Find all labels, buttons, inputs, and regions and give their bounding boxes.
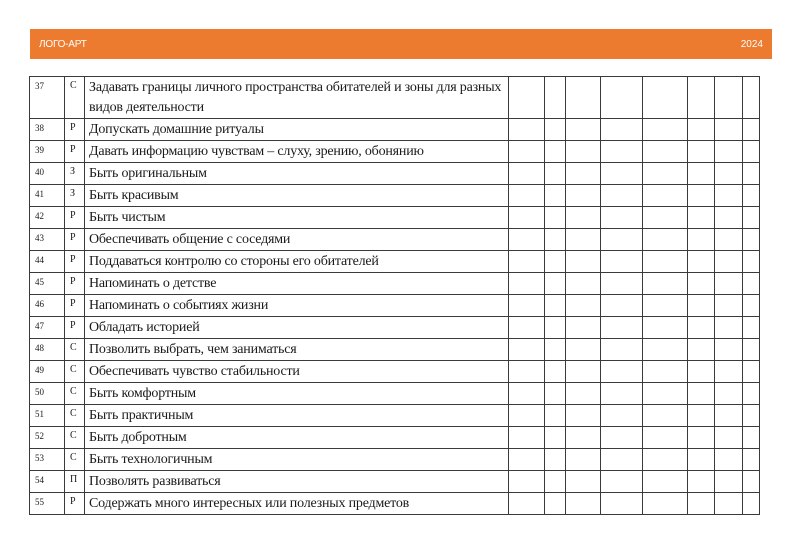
rating-cell[interactable] — [545, 449, 566, 471]
row-statement: Быть добротным — [85, 427, 509, 449]
rating-cell[interactable] — [601, 251, 643, 273]
rating-cell[interactable] — [688, 185, 715, 207]
rating-cell[interactable] — [545, 405, 566, 427]
rating-cell[interactable] — [715, 295, 743, 317]
rating-cell[interactable] — [643, 471, 688, 493]
table-row — [30, 141, 760, 163]
rating-cell[interactable] — [601, 493, 643, 515]
row-statement: Напоминать о детстве — [85, 273, 509, 295]
rating-cell[interactable] — [566, 449, 601, 471]
rating-cell[interactable] — [688, 317, 715, 339]
rating-cell[interactable] — [688, 119, 715, 141]
rating-cell[interactable] — [743, 449, 760, 471]
rating-cell[interactable] — [545, 77, 566, 119]
rating-cell[interactable] — [601, 383, 643, 405]
rating-cell[interactable] — [509, 383, 545, 405]
rating-cell[interactable] — [545, 185, 566, 207]
row-category-code: С — [65, 405, 85, 427]
row-number: 53 — [30, 449, 65, 471]
row-category-code: Р — [65, 273, 85, 295]
rating-cell[interactable] — [643, 207, 688, 229]
rating-cell[interactable] — [743, 119, 760, 141]
rating-cell[interactable] — [643, 339, 688, 361]
rating-cell[interactable] — [566, 361, 601, 383]
rating-cell[interactable] — [509, 251, 545, 273]
table-row — [30, 229, 760, 251]
rating-cell[interactable] — [601, 185, 643, 207]
table-row — [30, 77, 760, 119]
row-statement: Давать информацию чувствам – слуху, зрению, обонянию — [85, 141, 509, 163]
row-statement: Быть технологичным — [85, 449, 509, 471]
rating-cell[interactable] — [545, 207, 566, 229]
rating-cell[interactable] — [743, 77, 760, 119]
rating-cell[interactable] — [566, 471, 601, 493]
row-statement: Быть красивым — [85, 185, 509, 207]
row-category-code: Р — [65, 317, 85, 339]
rating-cell[interactable] — [545, 163, 566, 185]
rating-cell[interactable] — [688, 427, 715, 449]
rating-cell[interactable] — [509, 449, 545, 471]
row-category-code: С — [65, 383, 85, 405]
rating-cell[interactable] — [643, 229, 688, 251]
row-number: 47 — [30, 317, 65, 339]
row-category-code: Р — [65, 493, 85, 515]
table-row — [30, 383, 760, 405]
rating-cell[interactable] — [566, 77, 601, 119]
rating-cell[interactable] — [509, 317, 545, 339]
rating-cell[interactable] — [566, 163, 601, 185]
row-number: 42 — [30, 207, 65, 229]
row-category-code: Р — [65, 295, 85, 317]
row-number: 38 — [30, 119, 65, 141]
rating-cell[interactable] — [545, 383, 566, 405]
rating-cell[interactable] — [509, 207, 545, 229]
rating-cell[interactable] — [509, 185, 545, 207]
row-category-code: З — [65, 185, 85, 207]
row-statement: Обеспечивать общение с соседями — [85, 229, 509, 251]
rating-cell[interactable] — [566, 119, 601, 141]
rating-cell[interactable] — [643, 449, 688, 471]
rating-cell[interactable] — [715, 361, 743, 383]
rating-cell[interactable] — [509, 427, 545, 449]
rating-cell[interactable] — [601, 163, 643, 185]
rating-cell[interactable] — [509, 163, 545, 185]
row-statement: Поддаваться контролю со стороны его обитателей — [85, 251, 509, 273]
rating-cell[interactable] — [643, 273, 688, 295]
row-number: 51 — [30, 405, 65, 427]
rating-cell[interactable] — [566, 185, 601, 207]
rating-cell[interactable] — [743, 339, 760, 361]
rating-cell[interactable] — [601, 141, 643, 163]
rating-cell[interactable] — [688, 471, 715, 493]
questionnaire-table — [29, 76, 760, 515]
rating-cell[interactable] — [509, 493, 545, 515]
rating-cell[interactable] — [509, 229, 545, 251]
rating-cell[interactable] — [715, 119, 743, 141]
row-number: 41 — [30, 185, 65, 207]
row-statement: Допускать домашние ритуалы — [85, 119, 509, 141]
rating-cell[interactable] — [566, 295, 601, 317]
row-number: 48 — [30, 339, 65, 361]
rating-cell[interactable] — [601, 427, 643, 449]
row-number: 52 — [30, 427, 65, 449]
brand-label: ЛОГО-АРТ — [39, 39, 87, 50]
rating-cell[interactable] — [715, 493, 743, 515]
rating-cell[interactable] — [643, 141, 688, 163]
rating-cell[interactable] — [601, 471, 643, 493]
rating-cell[interactable] — [688, 361, 715, 383]
rating-cell[interactable] — [743, 383, 760, 405]
table-row — [30, 493, 760, 515]
rating-cell[interactable] — [601, 295, 643, 317]
rating-cell[interactable] — [601, 77, 643, 119]
row-statement: Позволять развиваться — [85, 471, 509, 493]
row-category-code: С — [65, 77, 85, 119]
rating-cell[interactable] — [509, 295, 545, 317]
row-number: 55 — [30, 493, 65, 515]
rating-cell[interactable] — [643, 405, 688, 427]
table-row — [30, 471, 760, 493]
rating-cell[interactable] — [688, 207, 715, 229]
rating-cell[interactable] — [601, 229, 643, 251]
rating-cell[interactable] — [715, 229, 743, 251]
table-row — [30, 295, 760, 317]
rating-cell[interactable] — [566, 339, 601, 361]
table-body — [30, 77, 760, 515]
rating-cell[interactable] — [715, 207, 743, 229]
rating-cell[interactable] — [545, 493, 566, 515]
rating-cell[interactable] — [715, 273, 743, 295]
rating-cell[interactable] — [566, 317, 601, 339]
row-category-code: С — [65, 339, 85, 361]
rating-cell[interactable] — [601, 405, 643, 427]
rating-cell[interactable] — [743, 427, 760, 449]
rating-cell[interactable] — [566, 141, 601, 163]
rating-cell[interactable] — [715, 427, 743, 449]
rating-cell[interactable] — [743, 317, 760, 339]
rating-cell[interactable] — [566, 493, 601, 515]
row-number: 43 — [30, 229, 65, 251]
table-row — [30, 251, 760, 273]
table-row — [30, 185, 760, 207]
rating-cell[interactable] — [715, 317, 743, 339]
rating-cell[interactable] — [688, 493, 715, 515]
row-number: 39 — [30, 141, 65, 163]
rating-cell[interactable] — [509, 119, 545, 141]
rating-cell[interactable] — [688, 273, 715, 295]
table-row — [30, 449, 760, 471]
rating-cell[interactable] — [715, 251, 743, 273]
rating-cell[interactable] — [688, 295, 715, 317]
rating-cell[interactable] — [509, 405, 545, 427]
rating-cell[interactable] — [643, 77, 688, 119]
row-number: 49 — [30, 361, 65, 383]
row-category-code: П — [65, 471, 85, 493]
rating-cell[interactable] — [566, 405, 601, 427]
rating-cell[interactable] — [715, 141, 743, 163]
table-row — [30, 119, 760, 141]
rating-cell[interactable] — [715, 163, 743, 185]
row-number: 44 — [30, 251, 65, 273]
rating-cell[interactable] — [545, 339, 566, 361]
row-statement: Быть комфортным — [85, 383, 509, 405]
row-category-code: Р — [65, 251, 85, 273]
rating-cell[interactable] — [566, 427, 601, 449]
rating-cell[interactable] — [743, 251, 760, 273]
rating-cell[interactable] — [743, 185, 760, 207]
rating-cell[interactable] — [566, 207, 601, 229]
rating-cell[interactable] — [643, 383, 688, 405]
rating-cell[interactable] — [601, 361, 643, 383]
table-row — [30, 339, 760, 361]
rating-cell[interactable] — [601, 119, 643, 141]
row-number: 37 — [30, 77, 65, 119]
rating-cell[interactable] — [743, 229, 760, 251]
rating-cell[interactable] — [643, 317, 688, 339]
rating-cell[interactable] — [688, 163, 715, 185]
rating-cell[interactable] — [545, 273, 566, 295]
row-statement: Быть практичным — [85, 405, 509, 427]
rating-cell[interactable] — [688, 77, 715, 119]
rating-cell[interactable] — [509, 141, 545, 163]
row-statement: Быть оригинальным — [85, 163, 509, 185]
row-statement: Обеспечивать чувство стабильности — [85, 361, 509, 383]
rating-cell[interactable] — [715, 185, 743, 207]
row-number: 46 — [30, 295, 65, 317]
rating-cell[interactable] — [743, 141, 760, 163]
row-statement: Позволить выбрать, чем заниматься — [85, 339, 509, 361]
rating-cell[interactable] — [545, 427, 566, 449]
rating-cell[interactable] — [688, 141, 715, 163]
rating-cell[interactable] — [566, 229, 601, 251]
rating-cell[interactable] — [743, 471, 760, 493]
row-category-code: С — [65, 427, 85, 449]
rating-cell[interactable] — [643, 163, 688, 185]
rating-cell[interactable] — [545, 295, 566, 317]
rating-cell[interactable] — [643, 119, 688, 141]
row-statement: Обладать историей — [85, 317, 509, 339]
rating-cell[interactable] — [601, 207, 643, 229]
rating-cell[interactable] — [743, 361, 760, 383]
rating-cell[interactable] — [509, 339, 545, 361]
row-category-code: Р — [65, 119, 85, 141]
rating-cell[interactable] — [509, 471, 545, 493]
rating-cell[interactable] — [643, 361, 688, 383]
rating-cell[interactable] — [601, 273, 643, 295]
row-number: 45 — [30, 273, 65, 295]
row-number: 40 — [30, 163, 65, 185]
rating-cell[interactable] — [545, 119, 566, 141]
rating-cell[interactable] — [545, 229, 566, 251]
rating-cell[interactable] — [601, 317, 643, 339]
rating-cell[interactable] — [715, 77, 743, 119]
rating-cell[interactable] — [743, 295, 760, 317]
table-row — [30, 317, 760, 339]
rating-cell[interactable] — [545, 251, 566, 273]
table-row — [30, 207, 760, 229]
rating-cell[interactable] — [688, 405, 715, 427]
row-statement: Быть чистым — [85, 207, 509, 229]
rating-cell[interactable] — [601, 449, 643, 471]
row-number: 54 — [30, 471, 65, 493]
rating-cell[interactable] — [743, 163, 760, 185]
rating-cell[interactable] — [545, 361, 566, 383]
rating-cell[interactable] — [743, 273, 760, 295]
rating-cell[interactable] — [509, 361, 545, 383]
rating-cell[interactable] — [509, 77, 545, 119]
row-category-code: С — [65, 361, 85, 383]
rating-cell[interactable] — [688, 251, 715, 273]
row-statement: Задавать границы личного пространства обитателей и зоны для разных видов деятельности — [85, 77, 509, 119]
table-row — [30, 427, 760, 449]
row-category-code: З — [65, 163, 85, 185]
rating-cell[interactable] — [743, 207, 760, 229]
table-row — [30, 163, 760, 185]
row-number: 50 — [30, 383, 65, 405]
header-bar — [30, 29, 772, 59]
row-category-code: Р — [65, 141, 85, 163]
rating-cell[interactable] — [643, 185, 688, 207]
table-row — [30, 405, 760, 427]
table-row — [30, 273, 760, 295]
row-statement: Содержать много интересных или полезных предметов — [85, 493, 509, 515]
rating-cell[interactable] — [715, 405, 743, 427]
rating-cell[interactable] — [545, 141, 566, 163]
rating-cell[interactable] — [566, 383, 601, 405]
rating-cell[interactable] — [715, 339, 743, 361]
rating-cell[interactable] — [688, 449, 715, 471]
rating-cell[interactable] — [643, 251, 688, 273]
table-row — [30, 361, 760, 383]
rating-cell[interactable] — [566, 251, 601, 273]
rating-cell[interactable] — [715, 383, 743, 405]
rating-cell[interactable] — [566, 273, 601, 295]
rating-cell[interactable] — [509, 273, 545, 295]
rating-cell[interactable] — [743, 493, 760, 515]
rating-cell[interactable] — [688, 383, 715, 405]
year-label: 2024 — [740, 39, 763, 50]
row-statement: Напоминать о событиях жизни — [85, 295, 509, 317]
rating-cell[interactable] — [743, 405, 760, 427]
rating-cell[interactable] — [643, 295, 688, 317]
rating-cell[interactable] — [545, 471, 566, 493]
rating-cell[interactable] — [643, 427, 688, 449]
rating-cell[interactable] — [545, 317, 566, 339]
rating-cell[interactable] — [688, 229, 715, 251]
rating-cell[interactable] — [688, 339, 715, 361]
rating-cell[interactable] — [715, 449, 743, 471]
rating-cell[interactable] — [715, 471, 743, 493]
rating-cell[interactable] — [601, 339, 643, 361]
row-category-code: Р — [65, 207, 85, 229]
row-category-code: Р — [65, 229, 85, 251]
row-category-code: С — [65, 449, 85, 471]
rating-cell[interactable] — [643, 493, 688, 515]
